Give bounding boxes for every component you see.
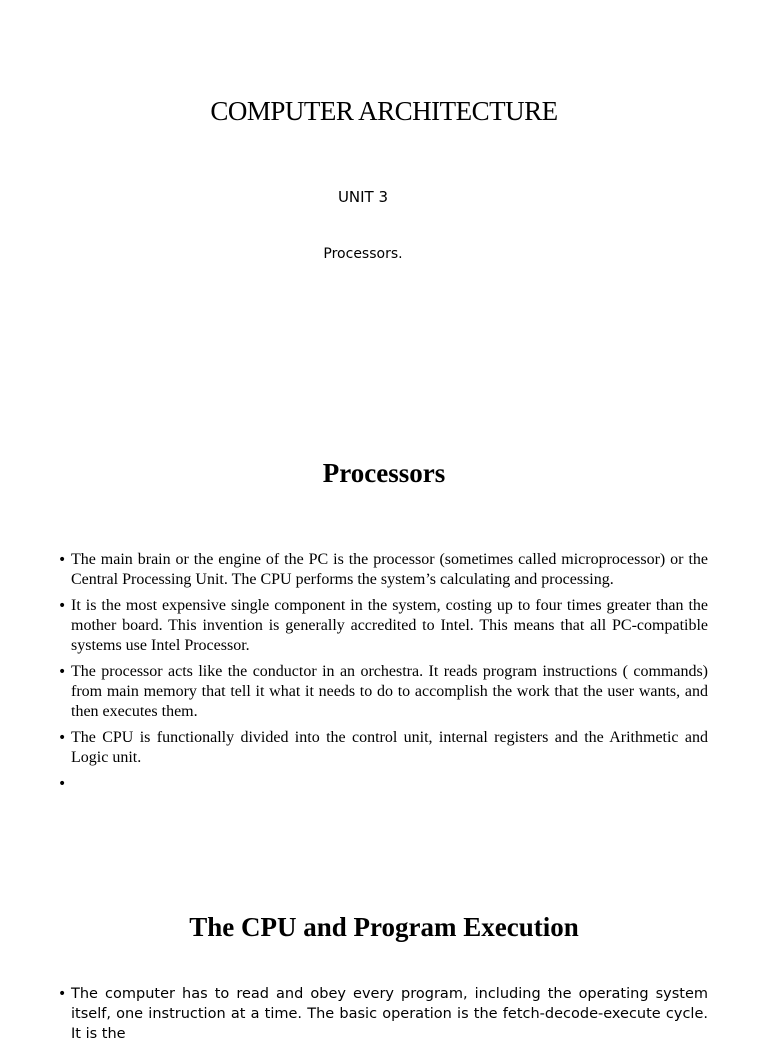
- list-item: [58, 774, 708, 794]
- cpu-execution-bullet-list: [58, 984, 708, 1044]
- bullet-text: The computer has to read and obey every program, including the operating system itself, one instruction at a time. The basic operation is the fetch-decode-execute cycle. It is the: [71, 986, 708, 1042]
- bullet-icon: •: [58, 552, 67, 568]
- section-heading-processors: Processors: [322, 458, 446, 488]
- bullet-icon: •: [58, 664, 67, 680]
- section-heading-cpu-program-execution: The CPU and Program Execution: [189, 912, 579, 942]
- bullet-icon: •: [58, 730, 67, 746]
- bullet-text: The CPU is functionally divided into the control unit, internal registers and the Arithmetic and Logic unit.: [71, 729, 708, 766]
- bullet-icon: •: [58, 598, 67, 614]
- list-item: [58, 662, 708, 722]
- unit-label: UNIT 3: [337, 188, 389, 206]
- document-title: COMPUTER ARCHITECTURE: [210, 96, 558, 126]
- bullet-text: The processor acts like the conductor in an orchestra. It reads program instructions ( commands) from main memory that tell it what it needs to do to accomplish the work that the user wants, and then executes them.: [71, 663, 708, 720]
- list-item: [58, 596, 708, 656]
- processors-bullet-list: [58, 550, 708, 800]
- bullet-text: It is the most expensive single component in the system, costing up to four times greater than the mother board. This invention is generally accredited to Intel. This means that all PC-compatible systems use Intel Processor.: [71, 597, 708, 654]
- bullet-icon: •: [58, 776, 67, 792]
- bullet-text: The main brain or the engine of the PC is the processor (sometimes called microprocessor) or the Central Processing Unit. The CPU performs the system’s calculating and processing.: [71, 551, 708, 588]
- list-item: [58, 728, 708, 768]
- list-item: [58, 984, 708, 1044]
- bullet-text: [71, 774, 708, 794]
- unit-subtitle: Processors.: [323, 246, 403, 262]
- bullet-icon: •: [58, 986, 67, 1002]
- list-item: [58, 550, 708, 590]
